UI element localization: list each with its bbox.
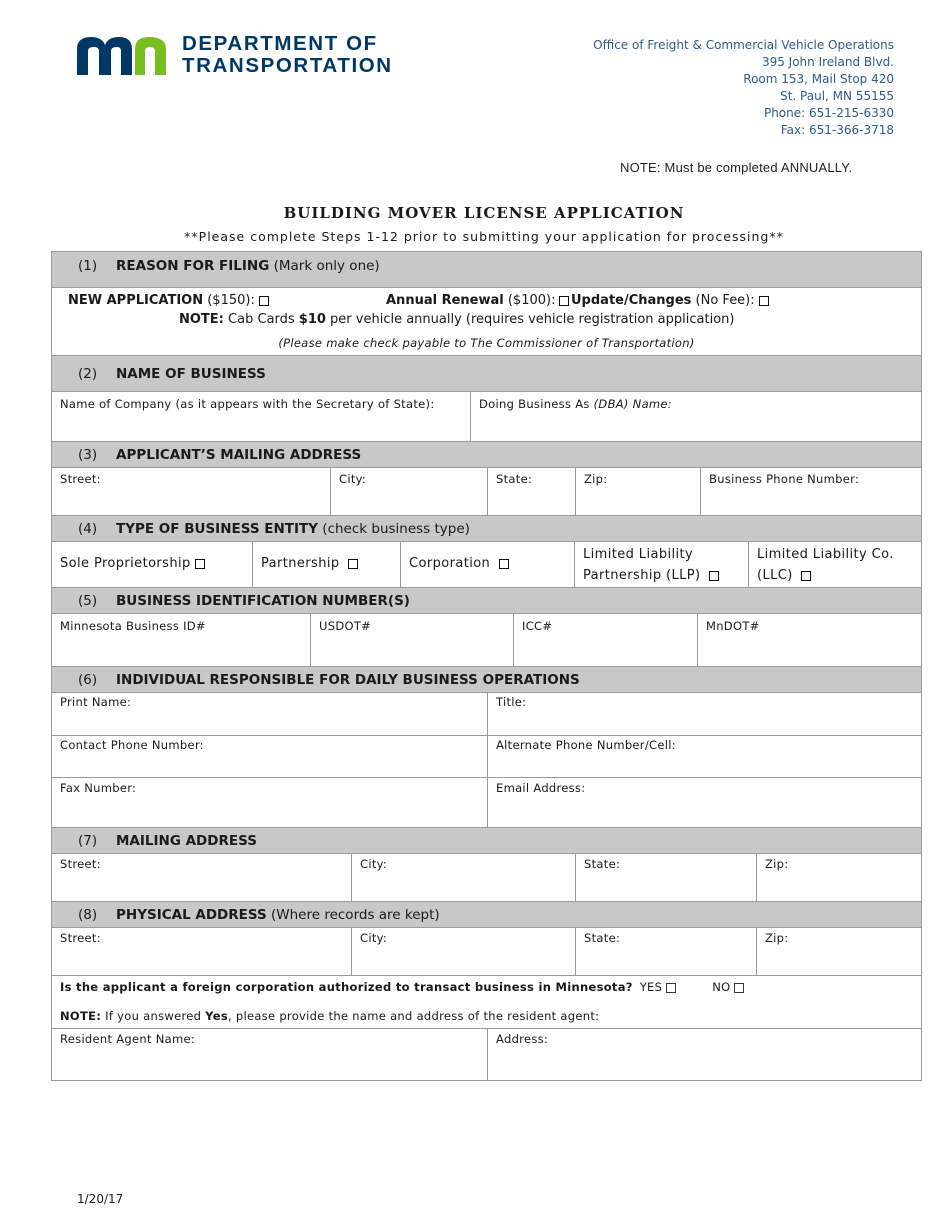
- office-line: Phone: 651-215-6330: [763, 106, 894, 120]
- field-label: Email Address:: [496, 781, 586, 795]
- field-label: State:: [584, 857, 621, 871]
- note-label: NOTE:: [179, 312, 224, 327]
- field-label: ICC#: [522, 619, 553, 633]
- field-label: City:: [360, 931, 388, 945]
- field-label: Address:: [496, 1032, 549, 1046]
- field-label: Street:: [60, 857, 101, 871]
- update-changes-label: Update/Changes: [571, 293, 692, 308]
- field-label: Print Name:: [60, 695, 132, 709]
- resident-agent-row: [52, 1029, 921, 1080]
- section-applicant-mailing-address: [52, 442, 921, 468]
- note-text: Cab Cards: [223, 312, 299, 327]
- usdot-field[interactable]: [310, 614, 513, 666]
- section-number: (4): [78, 521, 98, 537]
- check-payable-note: (Please make check payable to The Commissioner of Transportation): [278, 336, 695, 350]
- field-label: Contact Phone Number:: [60, 738, 204, 752]
- field-label: City:: [360, 857, 388, 871]
- dba-name-field[interactable]: [470, 392, 921, 441]
- field-label: Doing Business As: [479, 397, 594, 411]
- city-field[interactable]: [330, 468, 487, 515]
- option-label: Limited Liability Co.: [757, 547, 894, 562]
- company-name-field[interactable]: [52, 392, 470, 441]
- note-label: NOTE:: [60, 1009, 102, 1023]
- new-application-option: [68, 293, 269, 308]
- section-number: (8): [78, 907, 98, 923]
- section-title: APPLICANT’S MAILING ADDRESS: [116, 447, 362, 463]
- individual-contact-row: [52, 778, 921, 828]
- street-field[interactable]: [52, 928, 351, 975]
- section-title: MAILING ADDRESS: [116, 833, 257, 849]
- annual-renewal-checkbox[interactable]: [559, 296, 569, 306]
- field-label: USDOT#: [319, 619, 372, 633]
- corporation-checkbox[interactable]: [499, 559, 509, 569]
- office-line: St. Paul, MN 55155: [780, 89, 894, 103]
- section-business-identification: [52, 588, 921, 614]
- state-field[interactable]: [575, 854, 756, 901]
- new-application-label: NEW APPLICATION: [68, 293, 204, 308]
- individual-name-row: [52, 693, 921, 736]
- annual-renewal-option: [386, 293, 569, 308]
- section-title: REASON FOR FILING: [116, 258, 270, 274]
- field-label: Resident Agent Name:: [60, 1032, 196, 1046]
- field-label: Zip:: [584, 472, 608, 486]
- title-field[interactable]: [487, 693, 921, 735]
- mndot-field[interactable]: [697, 614, 921, 666]
- resident-agent-note: [60, 1009, 599, 1023]
- annual-renewal-fee: ($100):: [503, 293, 556, 308]
- business-id-row: [52, 614, 921, 667]
- section-title: INDIVIDUAL RESPONSIBLE FOR DAILY BUSINESS OPERATIONS: [116, 672, 580, 688]
- zip-field[interactable]: [575, 468, 700, 515]
- option-label: Partnership (LLP): [583, 568, 701, 583]
- city-field[interactable]: [351, 928, 575, 975]
- alternate-phone-field[interactable]: [487, 736, 921, 777]
- yes-label: YES: [639, 980, 663, 994]
- dept-line-1: DEPARTMENT OF: [182, 32, 378, 55]
- office-line: Fax: 651-366-3718: [780, 123, 894, 137]
- section-number: (3): [78, 447, 98, 463]
- physical-address-row: [52, 928, 921, 976]
- business-entity-row: [52, 542, 921, 588]
- no-label: NO: [712, 980, 731, 994]
- partnership-checkbox[interactable]: [348, 559, 358, 569]
- office-line: Office of Freight & Commercial Vehicle Operations: [593, 38, 894, 52]
- foreign-corporation-question: [60, 980, 744, 994]
- office-line: Room 153, Mail Stop 420: [743, 72, 894, 86]
- print-name-field[interactable]: [52, 693, 487, 735]
- logo-m-mark: [77, 37, 132, 75]
- note-text: per vehicle annually (requires vehicle registration application): [325, 312, 735, 327]
- mn-business-id-field[interactable]: [52, 614, 310, 666]
- llc-option: [748, 542, 921, 587]
- annual-renewal-label: Annual Renewal: [386, 293, 504, 308]
- note-text: , please provide the name and address of the resident agent:: [227, 1009, 600, 1023]
- note-yes: Yes: [205, 1009, 228, 1023]
- section-type-of-business-entity: [52, 516, 921, 542]
- llc-checkbox[interactable]: [801, 571, 811, 581]
- section-title: TYPE OF BUSINESS ENTITY: [116, 521, 318, 537]
- section-name-of-business: [52, 356, 921, 392]
- revision-date: 1/20/17: [77, 1192, 124, 1206]
- city-field[interactable]: [351, 854, 575, 901]
- zip-field[interactable]: [756, 928, 921, 975]
- resident-agent-name-field[interactable]: [52, 1029, 487, 1080]
- section-number: (2): [78, 366, 98, 382]
- logo-n-mark: [135, 37, 166, 75]
- individual-phone-row: [52, 736, 921, 778]
- section-number: (5): [78, 593, 98, 609]
- field-label: Street:: [60, 931, 101, 945]
- option-label: Corporation: [409, 556, 491, 571]
- section-title: BUSINESS IDENTIFICATION NUMBER(S): [116, 593, 410, 609]
- dept-line-2: TRANSPORTATION: [182, 54, 393, 77]
- section-number: (1): [78, 258, 98, 274]
- sole-proprietorship-checkbox[interactable]: [195, 559, 205, 569]
- partnership-option: [252, 542, 400, 587]
- field-label: State:: [584, 931, 621, 945]
- field-label: Zip:: [765, 931, 789, 945]
- corporation-option: [400, 542, 574, 587]
- sole-proprietorship-option: [52, 542, 252, 587]
- section-physical-address: [52, 902, 921, 928]
- field-label: Fax Number:: [60, 781, 137, 795]
- section-individual-responsible: [52, 667, 921, 693]
- field-label: Alternate Phone Number/Cell:: [496, 738, 676, 752]
- section-title: NAME OF BUSINESS: [116, 366, 266, 382]
- option-label: (LLC): [757, 568, 793, 583]
- business-name-row: [52, 392, 921, 442]
- option-label: Limited Liability: [583, 547, 694, 562]
- fax-field[interactable]: [52, 778, 487, 827]
- field-label: Title:: [496, 695, 527, 709]
- state-field[interactable]: [575, 928, 756, 975]
- section-number: (7): [78, 833, 98, 849]
- section-hint: (check business type): [322, 521, 470, 537]
- cab-cards-note: [179, 312, 734, 327]
- zip-field[interactable]: [756, 854, 921, 901]
- office-address: [593, 37, 894, 139]
- option-label: Partnership: [261, 556, 340, 571]
- field-label: Name of Company (as it appears with the Secretary of State):: [60, 397, 435, 411]
- section-number: (6): [78, 672, 98, 688]
- applicant-address-row: [52, 468, 921, 516]
- annual-note: NOTE: Must be completed ANNUALLY.: [620, 160, 853, 175]
- update-changes-checkbox[interactable]: [759, 296, 769, 306]
- note-text: If you answered: [101, 1009, 206, 1023]
- icc-field[interactable]: [513, 614, 697, 666]
- field-label: State:: [496, 472, 533, 486]
- no-checkbox[interactable]: [734, 983, 744, 993]
- state-field[interactable]: [487, 468, 575, 515]
- section-reason-for-filing: [52, 252, 921, 288]
- street-field[interactable]: [52, 854, 351, 901]
- street-field[interactable]: [52, 468, 330, 515]
- contact-phone-field[interactable]: [52, 736, 487, 777]
- form-title: BUILDING MOVER LICENSE APPLICATION: [283, 204, 685, 222]
- yes-checkbox[interactable]: [666, 983, 676, 993]
- reason-options-row: [52, 288, 921, 356]
- section-hint: (Mark only one): [273, 258, 380, 274]
- field-label: Business Phone Number:: [709, 472, 860, 486]
- new-application-fee: ($150):: [203, 293, 255, 308]
- field-label: MnDOT#: [706, 619, 760, 633]
- field-label: Street:: [60, 472, 101, 486]
- application-form: [51, 251, 922, 1081]
- foreign-corporation-row: [52, 976, 921, 1029]
- cab-card-amount: $10: [298, 312, 326, 327]
- email-field[interactable]: [487, 778, 921, 827]
- field-label: Minnesota Business ID#: [60, 619, 206, 633]
- business-phone-field[interactable]: [700, 468, 921, 515]
- section-hint: (Where records are kept): [271, 907, 440, 923]
- new-application-checkbox[interactable]: [259, 296, 269, 306]
- mailing-address-row: [52, 854, 921, 902]
- update-changes-option: [571, 293, 769, 308]
- field-label: City:: [339, 472, 367, 486]
- option-label: Sole Proprietorship: [60, 556, 191, 571]
- section-mailing-address: [52, 828, 921, 854]
- section-title: PHYSICAL ADDRESS: [116, 907, 267, 923]
- department-name: [182, 33, 393, 77]
- question-text: Is the applicant a foreign corporation authorized to transact business in Minnesota?: [60, 980, 633, 994]
- field-label: Zip:: [765, 857, 789, 871]
- llp-option: [574, 542, 748, 587]
- office-line: 395 John Ireland Blvd.: [761, 55, 894, 69]
- form-subtitle: **Please complete Steps 1-12 prior to submitting your application for processing**: [184, 229, 784, 244]
- update-changes-fee: (No Fee):: [691, 293, 755, 308]
- resident-agent-address-field[interactable]: [487, 1029, 921, 1080]
- field-label-em: (DBA) Name:: [593, 397, 672, 411]
- llp-checkbox[interactable]: [709, 571, 719, 581]
